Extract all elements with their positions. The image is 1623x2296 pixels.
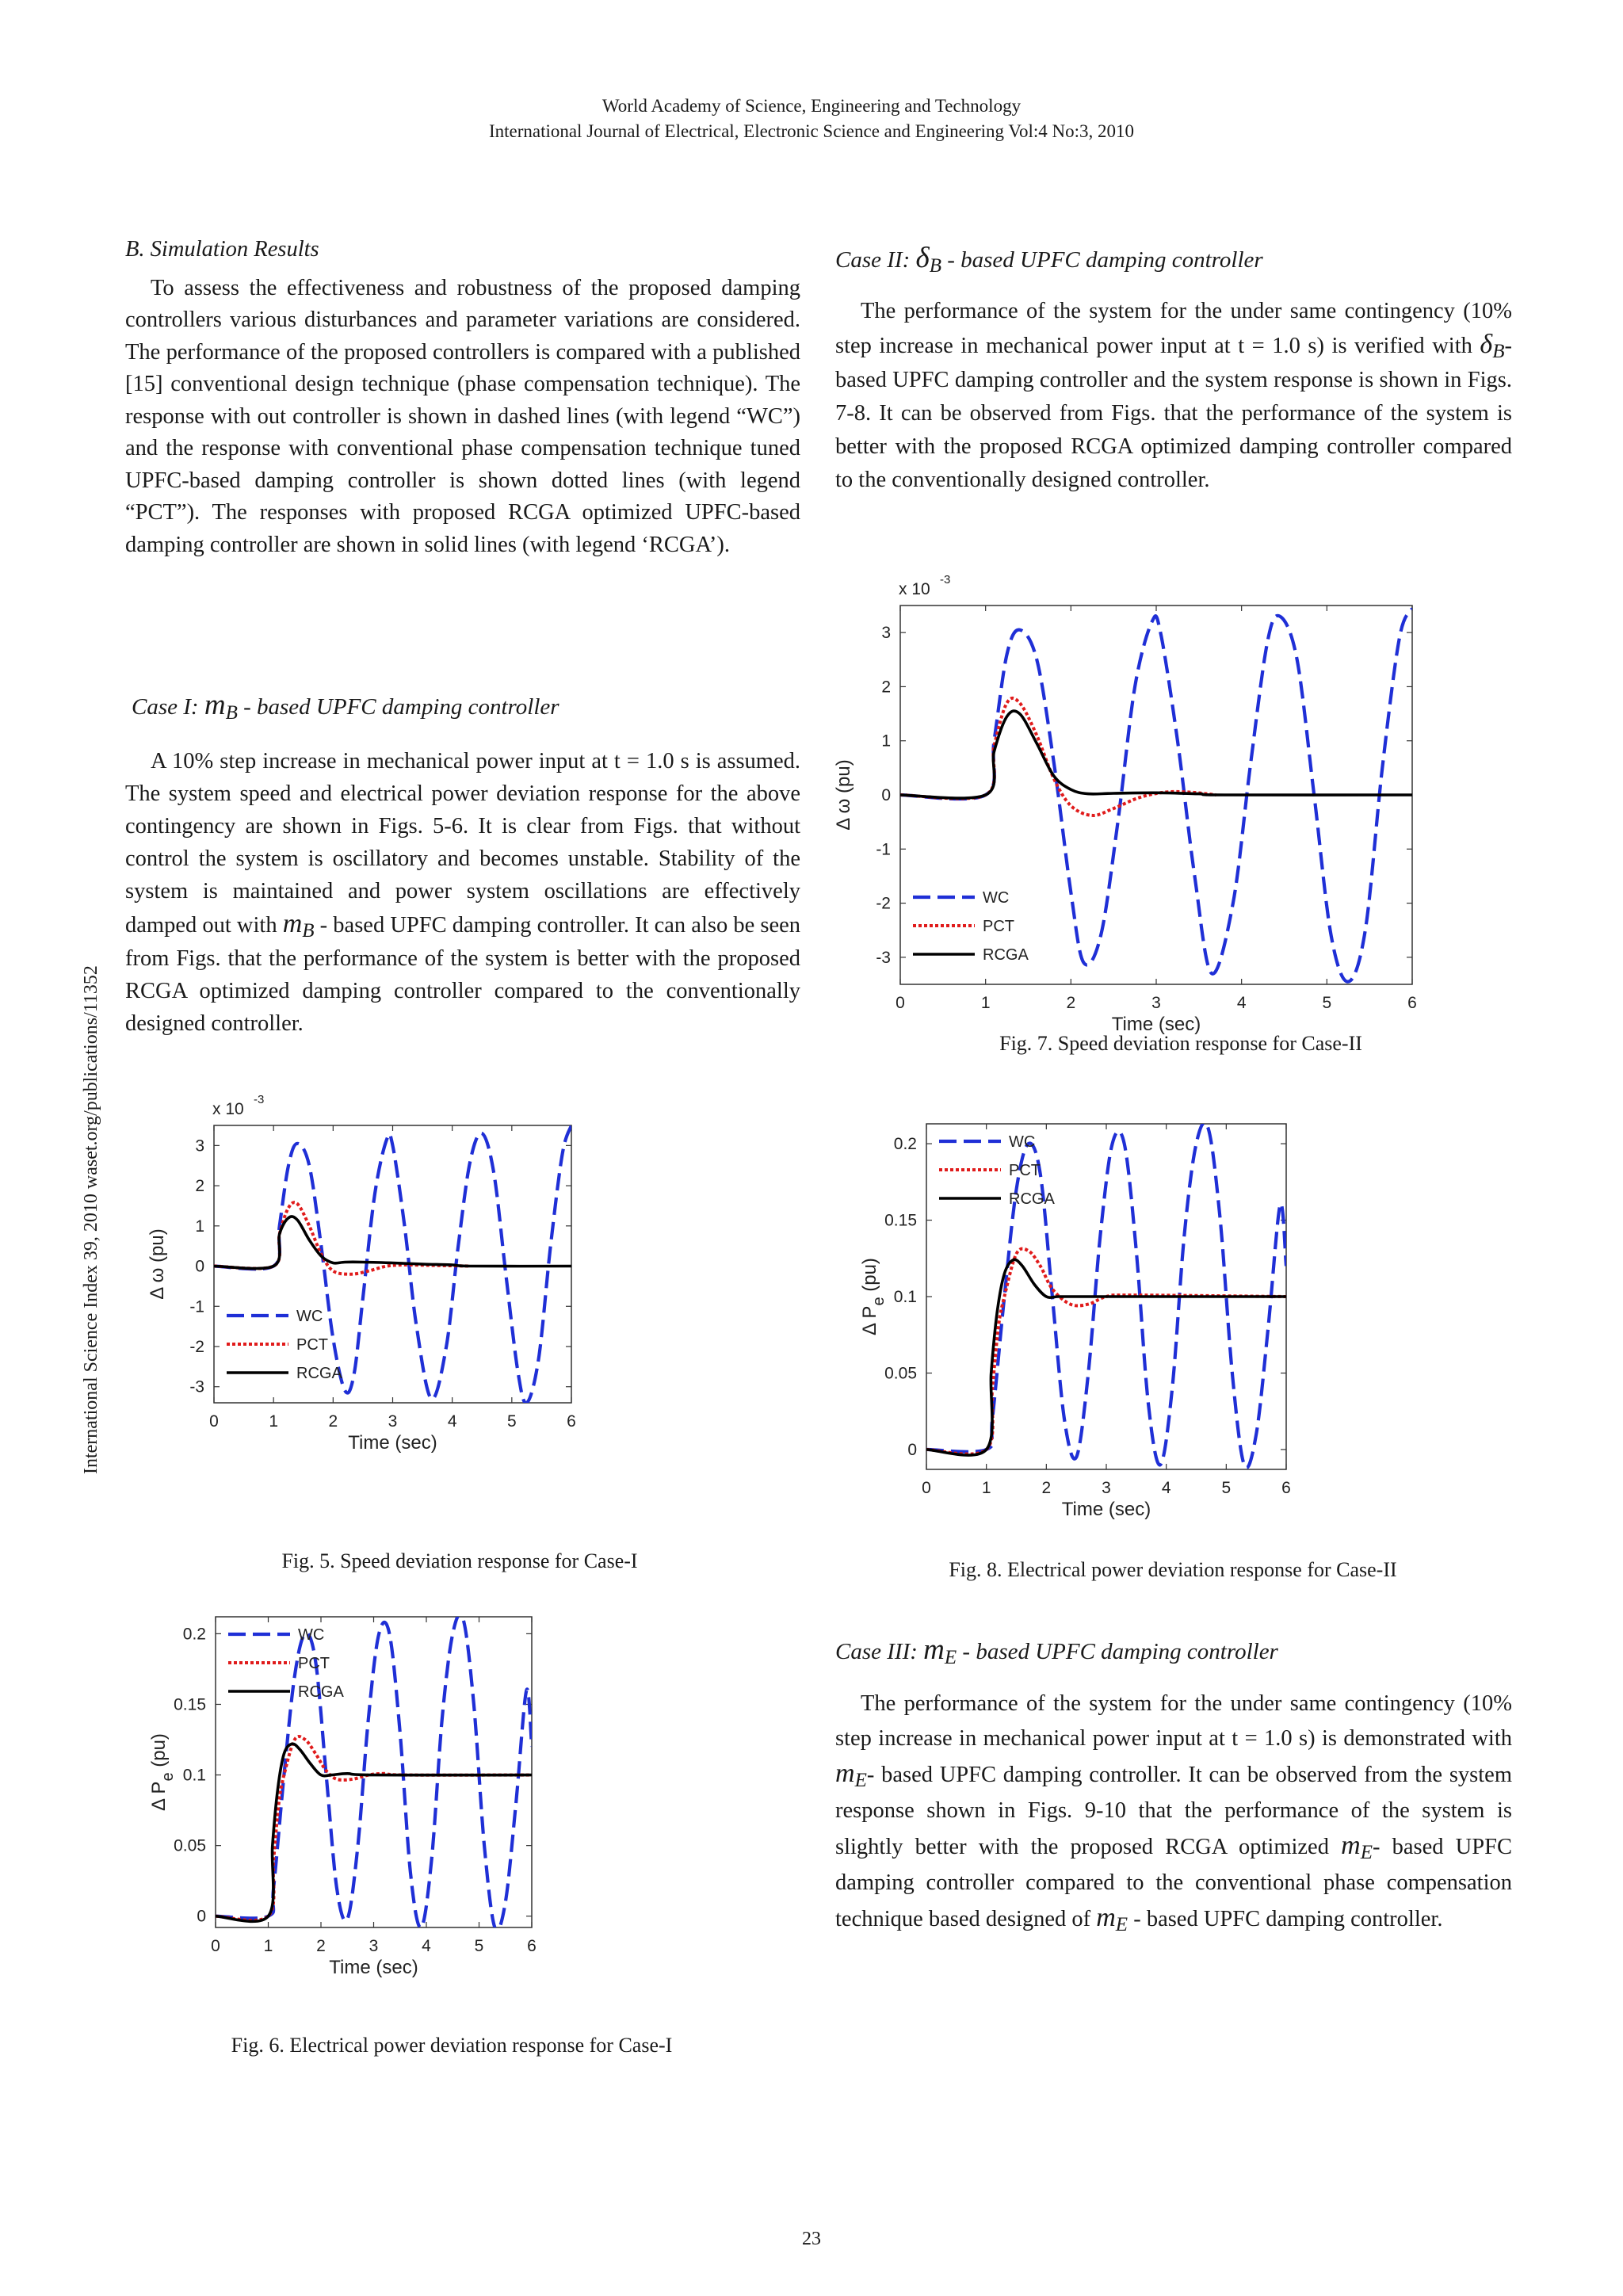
figure-8-caption: Fig. 8. Electrical power deviation response for Case-II xyxy=(949,1558,1397,1581)
fig5-legend-label-wc: WC xyxy=(296,1308,323,1325)
case1-heading xyxy=(132,688,559,722)
fig8-legend-label-wc: WC xyxy=(1009,1133,1036,1151)
fig7-xtick-label: 4 xyxy=(1236,994,1247,1012)
fig7-legend-label-pct: PCT xyxy=(983,918,1014,935)
para4-symbol: m xyxy=(835,1759,855,1788)
case1-symbol: m xyxy=(204,689,226,721)
fig5-ytick-label: 0 xyxy=(195,1257,204,1276)
fig5-ytick-label: 2 xyxy=(195,1177,204,1196)
fig8-xtick-label: 5 xyxy=(1221,1479,1232,1497)
para3-b: - based UPFC damping controller and the system response is shown in Figs. 7-8. It can be observed from Figs. that the performance of the system is better with the proposed RCGA optimized damping controller compared to the conventionally designed controller. xyxy=(835,334,1512,492)
fig8-xtick-label: 1 xyxy=(981,1479,991,1497)
case1-prefix: Case I: xyxy=(132,694,204,720)
case2-prefix: Case II: xyxy=(835,247,916,273)
fig6-xtick-label: 2 xyxy=(316,1937,326,1955)
fig8-xtick-label: 6 xyxy=(1281,1479,1291,1497)
para3-a: The performance of the system for the under same contingency (10% step increase in mechanical power input at t = 1.0 s) is verified with xyxy=(835,299,1512,358)
para4-d: - based UPFC damping controller. xyxy=(1128,1907,1443,1931)
case3-sub: E xyxy=(944,1647,957,1668)
fig5-ytick-label: -2 xyxy=(189,1337,204,1356)
para4-a: The performance of the system for the under same contingency (10% step increase in mechanical power input at t = 1.0 s) is demonstrated with xyxy=(835,1691,1512,1751)
fig5-ylabel: Δ ω (pu) xyxy=(147,1228,168,1300)
journal-details: International Journal of Electrical, Electronic Science and Engineering Vol:4 No:3, 2010 xyxy=(488,121,1135,141)
para3-sub: B xyxy=(1492,341,1505,362)
fig6-xtick-label: 4 xyxy=(422,1937,431,1955)
fig7-ytick-label: 0 xyxy=(881,786,891,804)
para4-sub: E xyxy=(854,1770,867,1791)
fig7-scale-exponent: -3 xyxy=(940,573,951,586)
fig8-ytick-label: 0.1 xyxy=(893,1288,917,1306)
fig7-xtick-label: 6 xyxy=(1407,994,1417,1012)
fig5-xtick-label: 3 xyxy=(388,1412,398,1431)
figure-5-caption: Fig. 5. Speed deviation response for Case-I xyxy=(281,1549,638,1572)
paragraph-case3 xyxy=(835,1687,1512,1938)
paragraph-intro: To assess the effectiveness and robustness of the proposed damping controllers various disturbances and parameter variations are considered. The performance of the proposed controllers is compared with a published [15] conventional design technique (phase compensation technique). The response with out controller is shown in dashed lines (with legend “WC”) and the response with conventional phase compensation technique tuned UPFC-based damping controller is shown dotted lines (with legend “PCT”). The responses with proposed RCGA optimized UPFC-based damping controller are shown in solid lines (with legend ‘RCGA’). xyxy=(125,275,800,557)
fig7-ytick-label: -1 xyxy=(876,840,891,859)
figure-8-chart xyxy=(840,1111,1514,1555)
fig8-xtick-label: 0 xyxy=(922,1479,931,1497)
fig5-xtick-label: 0 xyxy=(209,1412,219,1431)
case2-suffix: - based UPFC damping controller xyxy=(941,247,1263,273)
fig7-ytick-label: -3 xyxy=(876,948,891,967)
case3-prefix: Case III: xyxy=(835,1639,924,1664)
fig8-ytick-label: 0 xyxy=(907,1440,917,1459)
fig5-legend-label-rcga: RCGA xyxy=(296,1365,342,1382)
fig5-scale-label: x 10 xyxy=(212,1100,244,1118)
fig6-legend-label-rcga: RCGA xyxy=(298,1683,344,1701)
para3-symbol: δ xyxy=(1480,330,1493,359)
para2-sub: B xyxy=(302,920,315,942)
fig6-xtick-label: 0 xyxy=(211,1937,220,1955)
fig5-ytick-label: 1 xyxy=(195,1217,204,1236)
fig7-xtick-label: 1 xyxy=(980,994,991,1012)
fig5-legend-label-pct: PCT xyxy=(296,1336,328,1354)
para2-a: A 10% step increase in mechanical power input at t = 1.0 s is assumed. The system speed and electrical power deviation response for the above contingency are shown in Figs. 5-6. It is clear from Figs. that without control the system is oscillatory and becomes unstable. Stability of the system is maintained and power system oscillations are effectively damped out with xyxy=(125,749,800,938)
fig6-ytick-label: 0.05 xyxy=(174,1836,206,1855)
para4-symbol3: m xyxy=(1096,1903,1116,1932)
fig8-ylabel: Δ $P_e$ (pu) xyxy=(859,1258,888,1335)
fig5-xtick-label: 4 xyxy=(447,1412,457,1431)
figure-5-chart xyxy=(143,1087,761,1547)
fig8-xtick-label: 4 xyxy=(1161,1479,1171,1497)
fig5-xtick-label: 6 xyxy=(567,1412,576,1431)
case2-heading xyxy=(835,241,1263,275)
para4-b: - based UPFC damping controller. It can be observed from the system response shown in Figs. 9-10 that the performance of the system is slightly better with the proposed RCGA optimized xyxy=(835,1763,1512,1859)
case2-sub: B xyxy=(929,255,941,277)
fig7-ytick-label: 1 xyxy=(881,732,891,751)
page-number: 23 xyxy=(802,2229,821,2249)
para4-c: - based UPFC damping controller compared to the conventional phase compensation technique based designed of xyxy=(835,1835,1512,1931)
fig6-xtick-label: 6 xyxy=(527,1937,537,1955)
para2-b: - based UPFC damping controller. It can also be seen from Figs. that the performance of the system is better with the proposed RCGA optimized damping controller compared to the conventionally designed controller. xyxy=(125,913,800,1036)
case1-sub: B xyxy=(225,702,238,724)
side-note: International Science Index 39, 2010 waset.org/publications/11352 xyxy=(81,965,101,1474)
fig6-xtick-label: 5 xyxy=(474,1937,484,1955)
fig5-xtick-label: 5 xyxy=(506,1412,517,1431)
figure-7-chart xyxy=(833,560,1514,1035)
journal-name: World Academy of Science, Engineering and Technology xyxy=(601,96,1022,116)
case3-symbol: m xyxy=(923,1633,945,1666)
fig7-xtick-label: 0 xyxy=(896,994,905,1012)
fig5-scale-exponent: -3 xyxy=(254,1093,265,1106)
para4-sub3: E xyxy=(1115,1914,1128,1935)
fig7-ytick-label: 3 xyxy=(881,624,891,643)
para4-sub2: E xyxy=(1360,1842,1373,1863)
fig6-ytick-label: 0.15 xyxy=(174,1695,206,1714)
fig7-ytick-label: 2 xyxy=(881,678,891,697)
fig6-ylabel: Δ $P_e$ (pu) xyxy=(148,1733,177,1811)
fig8-legend-label-pct: PCT xyxy=(1009,1162,1041,1179)
fig6-xlabel: Time (sec) xyxy=(329,1957,418,1978)
fig7-xtick-label: 3 xyxy=(1151,994,1161,1012)
fig6-ytick-label: 0.1 xyxy=(182,1766,206,1785)
fig5-xtick-label: 2 xyxy=(328,1412,338,1431)
fig5-ytick-label: -1 xyxy=(189,1297,204,1316)
fig8-xtick-label: 3 xyxy=(1102,1479,1111,1497)
fig8-ytick-label: 0.05 xyxy=(884,1364,917,1383)
case1-suffix: - based UPFC damping controller xyxy=(237,694,559,720)
fig7-legend-label-rcga: RCGA xyxy=(983,946,1029,964)
fig5-ytick-label: 3 xyxy=(195,1137,204,1156)
fig7-scale-label: x 10 xyxy=(899,580,930,598)
fig7-xtick-label: 2 xyxy=(1066,994,1076,1012)
para2-symbol: m xyxy=(282,909,303,938)
fig8-ytick-label: 0.2 xyxy=(893,1135,917,1154)
case2-symbol: δ xyxy=(915,242,930,274)
fig7-xlabel: Time (sec) xyxy=(1111,1014,1201,1035)
section-title: B. Simulation Results xyxy=(125,237,319,262)
fig8-legend-label-rcga: RCGA xyxy=(1009,1190,1055,1208)
fig5-xlabel: Time (sec) xyxy=(348,1432,437,1454)
fig6-legend-label-wc: WC xyxy=(298,1626,325,1644)
figure-7-caption: Fig. 7. Speed deviation response for Case-II xyxy=(999,1032,1362,1055)
fig6-ytick-label: 0.2 xyxy=(182,1625,206,1644)
fig7-xtick-label: 5 xyxy=(1322,994,1332,1012)
fig6-legend-label-pct: PCT xyxy=(298,1655,330,1672)
fig7-ytick-label: -2 xyxy=(876,894,891,913)
left-column xyxy=(125,234,800,561)
fig5-ytick-label: -3 xyxy=(189,1377,204,1396)
case3-heading xyxy=(835,1633,1278,1667)
fig6-xtick-label: 3 xyxy=(369,1937,379,1955)
figure-6-chart xyxy=(119,1606,777,2034)
fig7-ylabel: Δ ω (pu) xyxy=(833,759,854,831)
case3-suffix: - based UPFC damping controller xyxy=(957,1639,1278,1664)
fig8-ytick-label: 0.15 xyxy=(884,1211,917,1230)
paragraph-case1 xyxy=(125,745,800,1040)
figure-6-caption: Fig. 6. Electrical power deviation response for Case-I xyxy=(231,2034,673,2057)
fig6-ytick-label: 0 xyxy=(197,1907,206,1926)
paragraph-case2 xyxy=(835,295,1512,497)
fig8-xlabel: Time (sec) xyxy=(1061,1499,1151,1520)
fig5-xtick-label: 1 xyxy=(269,1412,279,1431)
fig7-legend-label-wc: WC xyxy=(983,889,1010,907)
para4-symbol2: m xyxy=(1341,1831,1361,1860)
fig8-xtick-label: 2 xyxy=(1041,1479,1052,1497)
fig6-xtick-label: 1 xyxy=(263,1937,273,1955)
